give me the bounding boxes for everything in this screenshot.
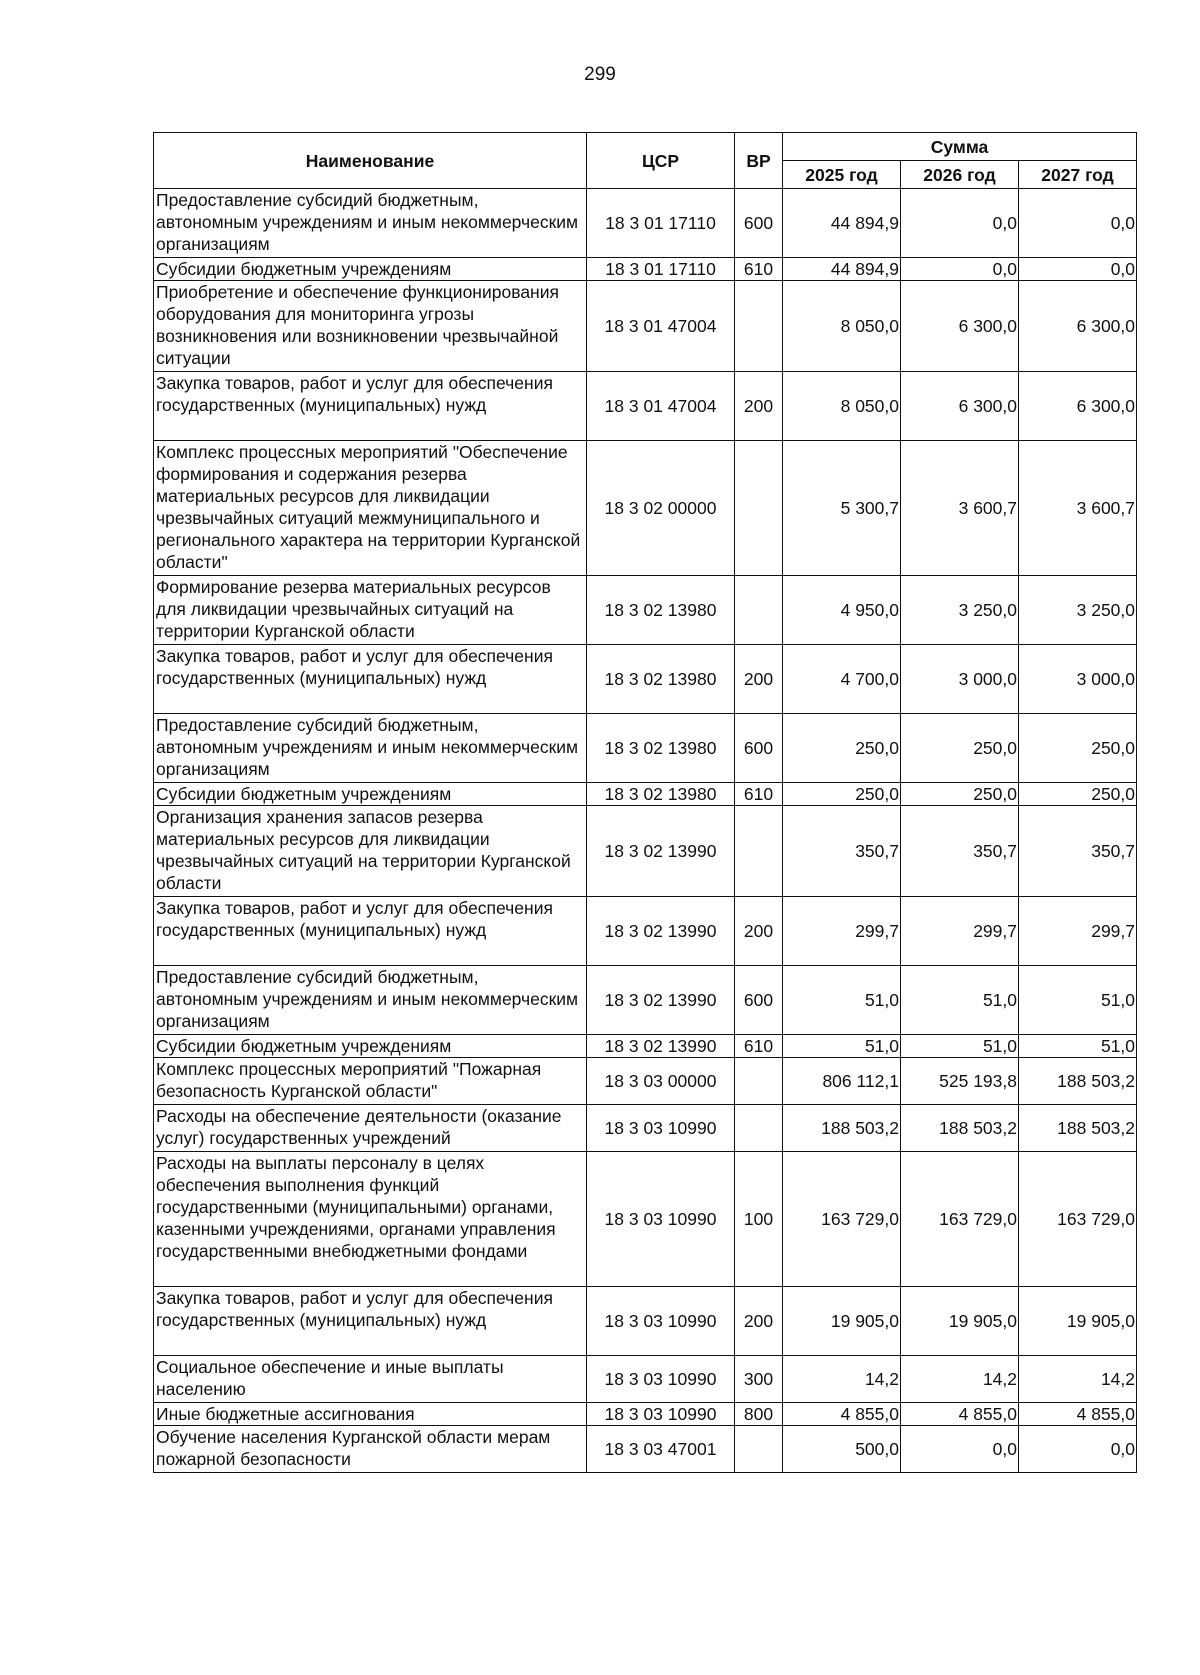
cell-sum-2025: 4 700,0 [783, 645, 901, 714]
cell-sum-2027: 250,0 [1019, 783, 1137, 806]
table-row [154, 258, 1137, 281]
cell-sum-2027: 188 503,2 [1019, 1105, 1137, 1152]
table-row [154, 714, 1137, 783]
table-row [154, 1058, 1137, 1105]
cell-sum-2026: 51,0 [901, 966, 1019, 1035]
cell-name: Организация хранения запасов резерва материальных ресурсов для ликвидации чрезвычайных ситуаций на территории Курганской области [154, 806, 587, 897]
cell-sum-2025: 51,0 [783, 966, 901, 1035]
cell-sum-2027: 250,0 [1019, 714, 1137, 783]
header-year-2027: 2027 год [1019, 161, 1137, 189]
cell-vr: 200 [735, 897, 783, 966]
cell-vr: 200 [735, 372, 783, 441]
cell-sum-2025: 14,2 [783, 1356, 901, 1403]
cell-name: Предоставление субсидий бюджетным, автономным учреждениям и иным некоммерческим организациям [154, 966, 587, 1035]
cell-vr: 600 [735, 189, 783, 258]
cell-vr: 200 [735, 1287, 783, 1356]
cell-csr: 18 3 02 13990 [587, 1035, 735, 1058]
cell-sum-2027: 6 300,0 [1019, 281, 1137, 372]
table-header [154, 133, 1137, 189]
cell-sum-2025: 8 050,0 [783, 372, 901, 441]
cell-vr: 600 [735, 966, 783, 1035]
cell-name: Иные бюджетные ассигнования [154, 1403, 587, 1426]
table-row [154, 966, 1137, 1035]
cell-sum-2025: 4 855,0 [783, 1403, 901, 1426]
cell-csr: 18 3 02 00000 [587, 441, 735, 576]
cell-sum-2025: 188 503,2 [783, 1105, 901, 1152]
cell-csr: 18 3 02 13980 [587, 714, 735, 783]
cell-sum-2025: 500,0 [783, 1426, 901, 1473]
cell-csr: 18 3 02 13990 [587, 897, 735, 966]
cell-vr: 100 [735, 1152, 783, 1287]
cell-name: Предоставление субсидий бюджетным, автономным учреждениям и иным некоммерческим организациям [154, 189, 587, 258]
cell-name: Предоставление субсидий бюджетным, автономным учреждениям и иным некоммерческим организациям [154, 714, 587, 783]
cell-vr: 600 [735, 714, 783, 783]
cell-name: Закупка товаров, работ и услуг для обеспечения государственных (муниципальных) нужд [154, 372, 587, 441]
header-name: Наименование [154, 133, 587, 189]
cell-vr: 800 [735, 1403, 783, 1426]
cell-sum-2026: 4 855,0 [901, 1403, 1019, 1426]
cell-csr: 18 3 02 13990 [587, 806, 735, 897]
cell-vr [735, 281, 783, 372]
table-row [154, 806, 1137, 897]
cell-vr [735, 576, 783, 645]
cell-csr: 18 3 02 13980 [587, 783, 735, 806]
cell-name: Формирование резерва материальных ресурсов для ликвидации чрезвычайных ситуаций на территории Курганской области [154, 576, 587, 645]
cell-name: Обучение населения Курганской области мерам пожарной безопасности [154, 1426, 587, 1473]
budget-table [153, 132, 1137, 1473]
header-year-2026: 2026 год [901, 161, 1019, 189]
cell-sum-2025: 44 894,9 [783, 189, 901, 258]
cell-vr: 610 [735, 258, 783, 281]
cell-sum-2027: 350,7 [1019, 806, 1137, 897]
table-row [154, 645, 1137, 714]
cell-sum-2025: 44 894,9 [783, 258, 901, 281]
cell-sum-2026: 0,0 [901, 258, 1019, 281]
cell-sum-2026: 525 193,8 [901, 1058, 1019, 1105]
cell-csr: 18 3 01 17110 [587, 258, 735, 281]
cell-sum-2027: 51,0 [1019, 1035, 1137, 1058]
cell-name: Субсидии бюджетным учреждениям [154, 783, 587, 806]
cell-sum-2027: 188 503,2 [1019, 1058, 1137, 1105]
table-row [154, 1403, 1137, 1426]
table-row [154, 783, 1137, 806]
cell-sum-2027: 0,0 [1019, 258, 1137, 281]
cell-vr [735, 806, 783, 897]
table-body [154, 189, 1137, 1473]
cell-csr: 18 3 01 47004 [587, 372, 735, 441]
cell-sum-2026: 0,0 [901, 189, 1019, 258]
cell-vr [735, 1058, 783, 1105]
table-row [154, 189, 1137, 258]
cell-vr: 200 [735, 645, 783, 714]
table-row [154, 576, 1137, 645]
cell-sum-2025: 51,0 [783, 1035, 901, 1058]
cell-csr: 18 3 03 10990 [587, 1105, 735, 1152]
cell-sum-2026: 6 300,0 [901, 281, 1019, 372]
cell-sum-2026: 3 250,0 [901, 576, 1019, 645]
table-row [154, 1356, 1137, 1403]
cell-name: Закупка товаров, работ и услуг для обеспечения государственных (муниципальных) нужд [154, 1287, 587, 1356]
cell-sum-2025: 19 905,0 [783, 1287, 901, 1356]
cell-sum-2027: 3 250,0 [1019, 576, 1137, 645]
table-row [154, 372, 1137, 441]
cell-vr [735, 441, 783, 576]
cell-sum-2026: 19 905,0 [901, 1287, 1019, 1356]
cell-csr: 18 3 02 13980 [587, 576, 735, 645]
cell-sum-2027: 299,7 [1019, 897, 1137, 966]
cell-sum-2027: 163 729,0 [1019, 1152, 1137, 1287]
cell-sum-2026: 163 729,0 [901, 1152, 1019, 1287]
cell-csr: 18 3 03 10990 [587, 1403, 735, 1426]
cell-sum-2027: 51,0 [1019, 966, 1137, 1035]
cell-vr [735, 1426, 783, 1473]
cell-sum-2026: 3 600,7 [901, 441, 1019, 576]
cell-sum-2026: 299,7 [901, 897, 1019, 966]
cell-name: Расходы на обеспечение деятельности (оказание услуг) государственных учреждений [154, 1105, 587, 1152]
cell-sum-2026: 350,7 [901, 806, 1019, 897]
cell-sum-2026: 51,0 [901, 1035, 1019, 1058]
table-row [154, 281, 1137, 372]
page-number: 299 [584, 64, 616, 85]
cell-csr: 18 3 03 47001 [587, 1426, 735, 1473]
cell-sum-2025: 250,0 [783, 783, 901, 806]
cell-csr: 18 3 02 13990 [587, 966, 735, 1035]
cell-sum-2025: 8 050,0 [783, 281, 901, 372]
cell-sum-2025: 250,0 [783, 714, 901, 783]
cell-sum-2027: 4 855,0 [1019, 1403, 1137, 1426]
cell-sum-2027: 6 300,0 [1019, 372, 1137, 441]
cell-vr [735, 1105, 783, 1152]
header-csr: ЦСР [587, 133, 735, 189]
cell-sum-2027: 0,0 [1019, 189, 1137, 258]
table-row [154, 897, 1137, 966]
cell-sum-2025: 350,7 [783, 806, 901, 897]
cell-name: Комплекс процессных мероприятий "Пожарная безопасность Курганской области" [154, 1058, 587, 1105]
cell-csr: 18 3 03 10990 [587, 1356, 735, 1403]
cell-csr: 18 3 03 10990 [587, 1152, 735, 1287]
cell-sum-2027: 14,2 [1019, 1356, 1137, 1403]
cell-sum-2026: 6 300,0 [901, 372, 1019, 441]
table-row [154, 1426, 1137, 1473]
cell-name: Приобретение и обеспечение функционирования оборудования для мониторинга угрозы возникновения или возникновении чрезвычайной ситуации [154, 281, 587, 372]
header-vr: ВР [735, 133, 783, 189]
header-year-2025: 2025 год [783, 161, 901, 189]
cell-name: Расходы на выплаты персоналу в целях обеспечения выполнения функций государственными (муниципальными) органами, казенными учреждениями, органами управления государственными внебюджетными фондами [154, 1152, 587, 1287]
cell-name: Социальное обеспечение и иные выплаты населению [154, 1356, 587, 1403]
cell-sum-2027: 3 000,0 [1019, 645, 1137, 714]
table-row [154, 1105, 1137, 1152]
cell-sum-2026: 250,0 [901, 783, 1019, 806]
table-row [154, 441, 1137, 576]
cell-csr: 18 3 03 10990 [587, 1287, 735, 1356]
table-row [154, 1152, 1137, 1287]
cell-sum-2027: 19 905,0 [1019, 1287, 1137, 1356]
cell-name: Закупка товаров, работ и услуг для обеспечения государственных (муниципальных) нужд [154, 897, 587, 966]
cell-sum-2026: 188 503,2 [901, 1105, 1019, 1152]
cell-vr: 610 [735, 783, 783, 806]
cell-vr: 610 [735, 1035, 783, 1058]
cell-name: Субсидии бюджетным учреждениям [154, 258, 587, 281]
cell-sum-2026: 14,2 [901, 1356, 1019, 1403]
cell-vr: 300 [735, 1356, 783, 1403]
cell-sum-2027: 3 600,7 [1019, 441, 1137, 576]
cell-sum-2026: 0,0 [901, 1426, 1019, 1473]
cell-sum-2025: 163 729,0 [783, 1152, 901, 1287]
cell-sum-2025: 299,7 [783, 897, 901, 966]
table-row [154, 1287, 1137, 1356]
cell-name: Субсидии бюджетным учреждениям [154, 1035, 587, 1058]
cell-name: Закупка товаров, работ и услуг для обеспечения государственных (муниципальных) нужд [154, 645, 587, 714]
cell-csr: 18 3 01 17110 [587, 189, 735, 258]
cell-csr: 18 3 03 00000 [587, 1058, 735, 1105]
cell-sum-2025: 5 300,7 [783, 441, 901, 576]
cell-sum-2026: 3 000,0 [901, 645, 1019, 714]
cell-sum-2026: 250,0 [901, 714, 1019, 783]
table-row [154, 1035, 1137, 1058]
cell-name: Комплекс процессных мероприятий "Обеспечение формирования и содержания резерва материальных ресурсов для ликвидации чрезвычайных ситуаций межмуниципального и регионального характера на территории Курганской области" [154, 441, 587, 576]
cell-csr: 18 3 01 47004 [587, 281, 735, 372]
cell-csr: 18 3 02 13980 [587, 645, 735, 714]
cell-sum-2025: 806 112,1 [783, 1058, 901, 1105]
cell-sum-2027: 0,0 [1019, 1426, 1137, 1473]
cell-sum-2025: 4 950,0 [783, 576, 901, 645]
header-sum: Сумма [783, 133, 1137, 161]
